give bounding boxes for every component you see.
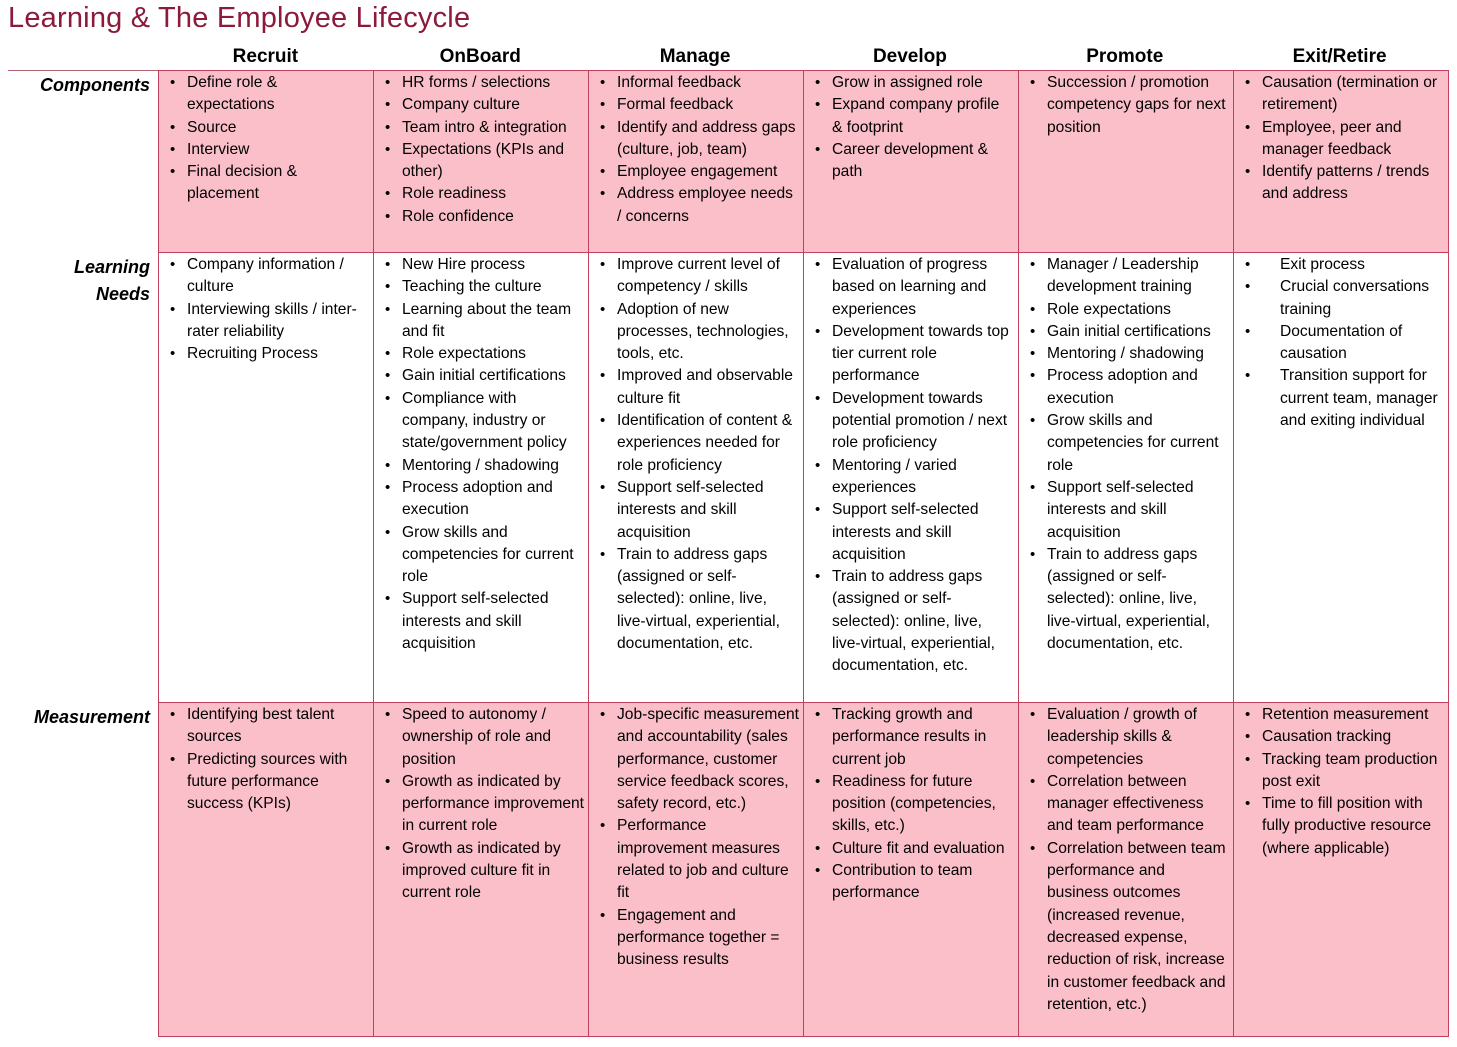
bullet-list <box>165 254 369 365</box>
list-item: • Career development & path <box>810 139 1014 184</box>
column-headers <box>158 44 1447 70</box>
list-item: • Improved and observable culture fit <box>595 365 799 410</box>
row-components <box>159 71 1449 253</box>
page-title: Learning & The Employee Lifecycle <box>8 2 471 34</box>
bullet-list <box>165 72 369 206</box>
cell-measurement-manage <box>589 703 804 1037</box>
list-item: • Growth as indicated by performance improvement in current role <box>380 771 584 838</box>
list-item: • Gain initial certifications <box>380 365 584 387</box>
list-item: • Role confidence <box>380 206 584 228</box>
column-header-promote: Promote <box>1086 46 1164 67</box>
bullet-list <box>1025 72 1229 139</box>
cell-learning-manage <box>589 253 804 703</box>
list-item: • Learning about the team and fit <box>380 299 584 344</box>
list-item: • Employee, peer and manager feedback <box>1240 117 1444 162</box>
list-item: • Company information / culture <box>165 254 369 299</box>
list-item: • Crucial conversations training <box>1240 276 1444 321</box>
list-item: • Recruiting Process <box>165 343 369 365</box>
row-learning-needs <box>159 253 1449 703</box>
cell-components-recruit <box>159 71 374 253</box>
list-item: • New Hire process <box>380 254 584 276</box>
list-item: • Support self-selected interests and skill acquisition <box>1025 477 1229 544</box>
list-item: • Define role & expectations <box>165 72 369 117</box>
list-item: • Source <box>165 117 369 139</box>
list-item: • Team intro & integration <box>380 117 584 139</box>
list-item: • Causation tracking <box>1240 726 1444 748</box>
column-header-manage: Manage <box>659 46 731 67</box>
list-item: • Development towards potential promotion / next role proficiency <box>810 388 1014 455</box>
list-item: • Time to fill position with fully productive resource (where applicable) <box>1240 793 1444 860</box>
list-item: • Support self-selected interests and skill acquisition <box>380 588 584 655</box>
list-item: • Retention measurement <box>1240 704 1444 726</box>
column-header-exit-retire: Exit/Retire <box>1292 46 1387 67</box>
list-item: • Identify patterns / trends and address <box>1240 161 1444 206</box>
list-item: • Engagement and performance together = business results <box>595 905 799 972</box>
cell-components-promote <box>1019 71 1234 253</box>
list-item: • Exit process <box>1240 254 1444 276</box>
bullet-list <box>1240 704 1444 860</box>
list-item: • Address employee needs / concerns <box>595 183 799 228</box>
bullet-list <box>595 72 799 228</box>
list-item: • Train to address gaps (assigned or self-selected): online, live, live-virtual, experiential, documentation, etc. <box>1025 544 1229 655</box>
list-item: • Train to address gaps (assigned or self-selected): online, live, live-virtual, experiential, documentation, etc. <box>810 566 1014 677</box>
row-label-learning-needs <box>8 254 150 308</box>
cell-components-develop <box>804 71 1019 253</box>
list-item: • Formal feedback <box>595 94 799 116</box>
cell-components-onboard <box>374 71 589 253</box>
list-item: • Manager / Leadership development training <box>1025 254 1229 299</box>
cell-learning-exit-retire <box>1234 253 1449 703</box>
list-item: • Interview <box>165 139 369 161</box>
list-item: • Predicting sources with future performance success (KPIs) <box>165 749 369 816</box>
row-label-line: Learning <box>73 257 150 277</box>
list-item: • Identification of content & experiences needed for role proficiency <box>595 410 799 477</box>
header-divider <box>8 70 158 71</box>
list-item: • Tracking growth and performance results in current job <box>810 704 1014 771</box>
list-item: • Support self-selected interests and skill acquisition <box>595 477 799 544</box>
column-header-develop: Develop <box>872 46 947 67</box>
bullet-list <box>380 254 584 655</box>
list-item: • Compliance with company, industry or state/government policy <box>380 388 584 455</box>
list-item: • Contribution to team performance <box>810 860 1014 905</box>
row-measurement <box>159 703 1449 1037</box>
list-item: • Tracking team production post exit <box>1240 749 1444 794</box>
list-item: • Informal feedback <box>595 72 799 94</box>
bullet-list <box>810 704 1014 905</box>
list-item: • Performance improvement measures related to job and culture fit <box>595 815 799 904</box>
list-item: • Employee engagement <box>595 161 799 183</box>
bullet-list <box>1025 704 1229 1016</box>
list-item: • Growth as indicated by improved culture fit in current role <box>380 838 584 905</box>
list-item: • Identifying best talent sources <box>165 704 369 749</box>
list-item: • Job-specific measurement and accountability (sales performance, customer service feedback scores, safety record, etc.) <box>595 704 799 815</box>
list-item: • Process adoption and execution <box>380 477 584 522</box>
cell-measurement-promote <box>1019 703 1234 1037</box>
column-header-onboard: OnBoard <box>439 46 521 67</box>
bullet-list <box>1240 72 1444 206</box>
list-item: • Process adoption and execution <box>1025 365 1229 410</box>
list-item: • Gain initial certifications <box>1025 321 1229 343</box>
row-label-line: Needs <box>95 284 150 304</box>
bullet-list <box>380 704 584 905</box>
list-item: • Grow in assigned role <box>810 72 1014 94</box>
list-item: • Adoption of new processes, technologies, tools, etc. <box>595 299 799 366</box>
list-item: • Culture fit and evaluation <box>810 838 1014 860</box>
cell-components-manage <box>589 71 804 253</box>
list-item: • Evaluation / growth of leadership skills & competencies <box>1025 704 1229 771</box>
list-item: • Succession / promotion competency gaps for next position <box>1025 72 1229 139</box>
lifecycle-table <box>158 70 1449 1037</box>
cell-measurement-recruit <box>159 703 374 1037</box>
cell-learning-onboard <box>374 253 589 703</box>
bullet-list <box>1025 254 1229 655</box>
bullet-list <box>595 704 799 972</box>
bullet-list <box>380 72 584 228</box>
list-item: • Correlation between team performance and business outcomes (increased revenue, decreased expense, reduction of risk, increase in customer feedback and retention, etc.) <box>1025 838 1229 1016</box>
list-item: • Teaching the culture <box>380 276 584 298</box>
list-item: • Mentoring / shadowing <box>1025 343 1229 365</box>
list-item: • Role expectations <box>1025 299 1229 321</box>
list-item: • Grow skills and competencies for current role <box>1025 410 1229 477</box>
list-item: • Expand company profile & footprint <box>810 94 1014 139</box>
list-item: • Expectations (KPIs and other) <box>380 139 584 184</box>
cell-learning-develop <box>804 253 1019 703</box>
list-item: • Transition support for current team, manager and exiting individual <box>1240 365 1444 432</box>
list-item: • Mentoring / varied experiences <box>810 455 1014 500</box>
row-label-components <box>8 72 150 99</box>
bullet-list <box>1240 254 1444 432</box>
row-label-measurement <box>8 704 150 731</box>
list-item: • Identify and address gaps (culture, job, team) <box>595 117 799 162</box>
list-item: • Train to address gaps (assigned or self-selected): online, live, live-virtual, experiential, documentation, etc. <box>595 544 799 655</box>
cell-learning-recruit <box>159 253 374 703</box>
cell-measurement-onboard <box>374 703 589 1037</box>
list-item: • Development towards top tier current role performance <box>810 321 1014 388</box>
cell-components-exit-retire <box>1234 71 1449 253</box>
bullet-list <box>810 254 1014 678</box>
list-item: • Interviewing skills / inter-rater reliability <box>165 299 369 344</box>
cell-measurement-develop <box>804 703 1019 1037</box>
list-item: • Documentation of causation <box>1240 321 1444 366</box>
list-item: • Support self-selected interests and skill acquisition <box>810 499 1014 566</box>
bullet-list <box>595 254 799 655</box>
list-item: • Mentoring / shadowing <box>380 455 584 477</box>
list-item: • Grow skills and competencies for current role <box>380 522 584 589</box>
cell-learning-promote <box>1019 253 1234 703</box>
list-item: • Role expectations <box>380 343 584 365</box>
column-header-recruit: Recruit <box>232 46 299 67</box>
list-item: • Evaluation of progress based on learning and experiences <box>810 254 1014 321</box>
bullet-list <box>810 72 1014 183</box>
list-item: • Final decision & placement <box>165 161 369 206</box>
cell-measurement-exit-retire <box>1234 703 1449 1037</box>
list-item: • Correlation between manager effectiveness and team performance <box>1025 771 1229 838</box>
bullet-list <box>165 704 369 815</box>
list-item: • Role readiness <box>380 183 584 205</box>
row-label-line: Measurement <box>33 707 150 727</box>
list-item: • Speed to autonomy / ownership of role and position <box>380 704 584 771</box>
list-item: • Company culture <box>380 94 584 116</box>
list-item: • Causation (termination or retirement) <box>1240 72 1444 117</box>
list-item: • HR forms / selections <box>380 72 584 94</box>
list-item: • Improve current level of competency / skills <box>595 254 799 299</box>
list-item: • Readiness for future position (competencies, skills, etc.) <box>810 771 1014 838</box>
row-label-line: Components <box>40 75 150 95</box>
